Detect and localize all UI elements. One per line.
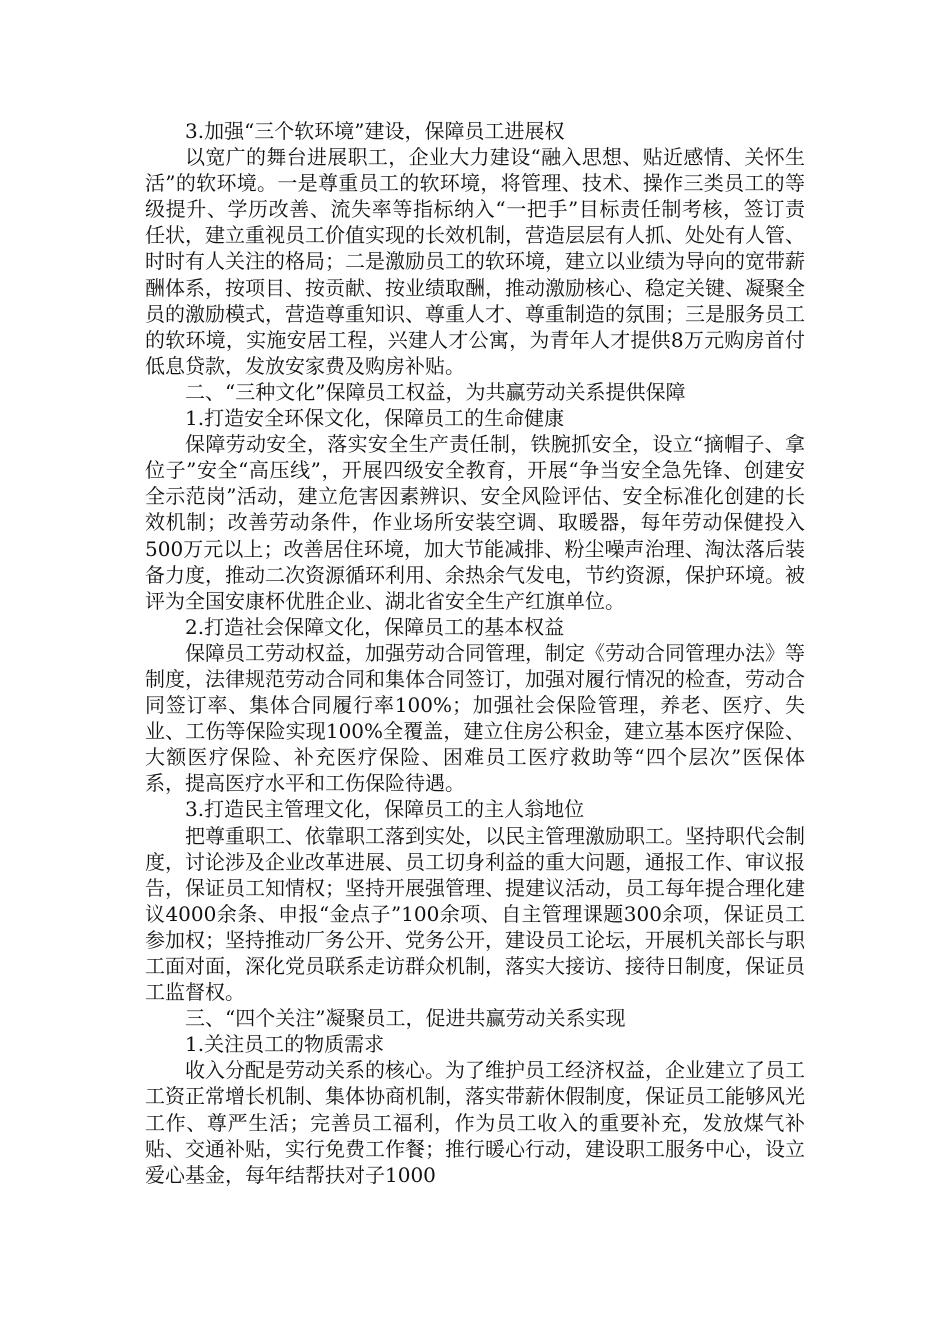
subheading-soft-environment: 3.加强“三个软环境”建设，保障员工进展权 <box>185 119 565 143</box>
document-body <box>145 118 805 1188</box>
section-heading-four-concerns: 三、“四个关注”凝聚员工，促进共赢劳动关系实现 <box>185 1006 626 1031</box>
subheading-material-needs: 1.关注员工的物质需求 <box>185 1032 385 1057</box>
paragraph-soft-environment: 以宽广的舞台进展职工，企业大力建设“融入思想、贴近感情、关怀生活”的软环境。一是尊重员工的软环境，将管理、技术、操作三类员工的等级提升、学历改善、流失率等指标纳入“一把手”目标责任制考核，签订责任状，建立重视员工价值实现的长效机制，营造层层有人抓、处处有人管、时时有人关注的格局；二是激励员工的软环境，建立以业绩为导向的宽带薪酬体系，按项目、按贡献、按业绩取酬，推动激励核心、稳定关键、凝聚全员的激励模式，营造尊重知识、尊重人才、尊重制造的氛围；三是服务员工的软环境，实施安居工程，兴建人才公寓，为青年人才提供8万元购房首付低息贷款，发放安家费及购房补贴。 <box>145 145 805 378</box>
paragraph-democratic-management: 把尊重职工、依靠职工落到实处，以民主管理激励职工。坚持职代会制度，讨论涉及企业改革进展、员工切身利益的重大问题，通报工作、审议报告，保证员工知情权；坚持开展强管理、提建议活动，员工每年提合理化建议4000余条、申报“金点子”100余项、自主管理课题300余项，保证员工参加权；坚持推动厂务公开、党务公开，建设员工论坛，开展机关部长与职工面对面，深化党员联系走访群众机制，落实大接访、接待日制度，保证员工监督权。 <box>145 823 805 1005</box>
subheading-safety-culture: 1.打造安全环保文化，保障员工的生命健康 <box>185 406 565 431</box>
section-heading-three-cultures: 二、“三种文化”保障员工权益，为共赢劳动关系提供保障 <box>185 379 686 404</box>
paragraph-safety-culture: 保障劳动安全，落实安全生产责任制，铁腕抓安全，设立“摘帽子、拿位子”安全“高压线”，开展四级安全教育，开展“争当安全急先锋、创建安全示范岗”活动，建立危害因素辨识、安全风险评估、安全标准化创建的长效机制；改善劳动条件，作业场所安装空调、取暖器，每年劳动保健投入500万元以上；改善居住环境，加大节能减排、粉尘噪声治理、淘汰落后装备力度，推动二次资源循环利用、余热余气发电，节约资源，保护环境。被评为全国安康杯优胜企业、湖北省安全生产红旗单位。 <box>145 432 805 613</box>
subheading-democratic-management: 3.打造民主管理文化，保障员工的主人翁地位 <box>185 797 585 822</box>
paragraph-social-security-culture: 保障员工劳动权益，加强劳动合同管理，制定《劳动合同管理办法》等制度，法律规范劳动合同和集体合同签订，加强对履行情况的检查，劳动合同签订率、集体合同履行率100%；加强社会保险管理，养老、医疗、失业、工伤等保险实现100%全覆盖，建立住房公积金，建立基本医疗保险、大额医疗保险、补充医疗保险、困难员工医疗救助等“四个层次”医保体系，提高医疗水平和工伤保险待遇。 <box>145 640 805 796</box>
paragraph-material-needs: 收入分配是劳动关系的核心。为了维护员工经济权益，企业建立了员工工资正常增长机制、集体协商机制，落实带薪休假制度，保证员工能够风光工作、尊严生活；完善员工福利，作为员工收入的重要补充，发放煤气补贴、交通补贴，实行免费工作餐；推行暖心行动，建设职工服务中心，设立爱心基金，每年结帮扶对子1000 <box>145 1058 805 1187</box>
subheading-social-security-culture: 2.打造社会保障文化，保障员工的基本权益 <box>185 614 565 639</box>
